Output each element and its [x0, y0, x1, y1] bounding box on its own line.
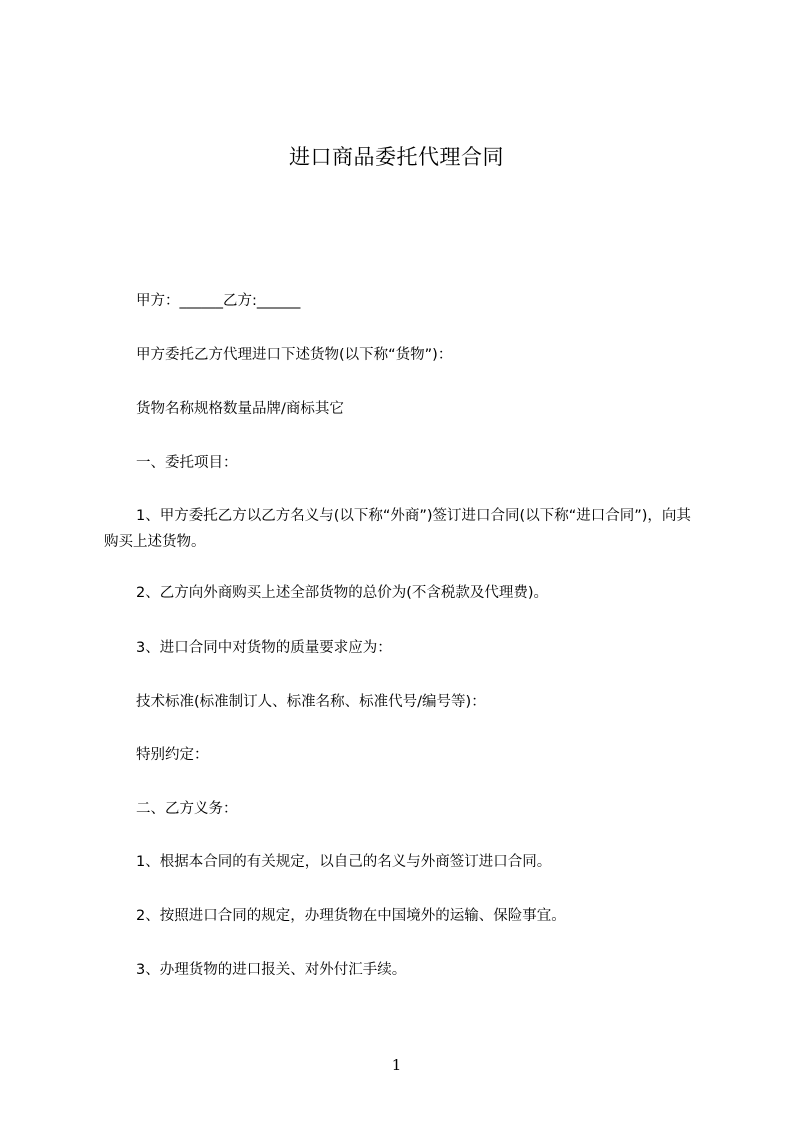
- parties-line: 甲方：______乙方:______: [136, 293, 301, 309]
- section-heading-entrustment: 一、委托项目：: [136, 455, 238, 471]
- technical-standard: 技术标准(标准制订人、标准名称、标准代号/编号等)：: [136, 694, 486, 710]
- clause-1-3: 3、进口合同中对货物的质量要求应为：: [136, 640, 392, 656]
- clause-1-1: 1、甲方委托乙方以乙方名义与(以下称“外商”)签订进口合同(以下称“进口合同”)，向其购买上述货物。: [104, 508, 691, 550]
- section-heading-obligations: 二、乙方义务：: [136, 801, 238, 817]
- document-title: 进口商品委托代理合同: [289, 145, 504, 169]
- special-agreement: 特别约定：: [136, 747, 209, 763]
- delegation-intro: 甲方委托乙方代理进口下述货物(以下称“货物”)：: [136, 347, 453, 363]
- page-number: 1: [391, 1056, 402, 1074]
- clause-2-3: 3、办理货物的进口报关、对外付汇手续。: [136, 962, 407, 978]
- clause-2-1: 1、根据本合同的有关规定，以自己的名义与外商签订进口合同。: [136, 854, 552, 870]
- clause-2-2: 2、按照进口合同的规定，办理货物在中国境外的运输、保险事宜。: [136, 908, 566, 924]
- clause-1-2: 2、乙方向外商购买上述全部货物的总价为(不含税款及代理费)。: [136, 585, 549, 601]
- goods-table-header: 货物名称规格数量品牌/商标其它: [136, 401, 344, 417]
